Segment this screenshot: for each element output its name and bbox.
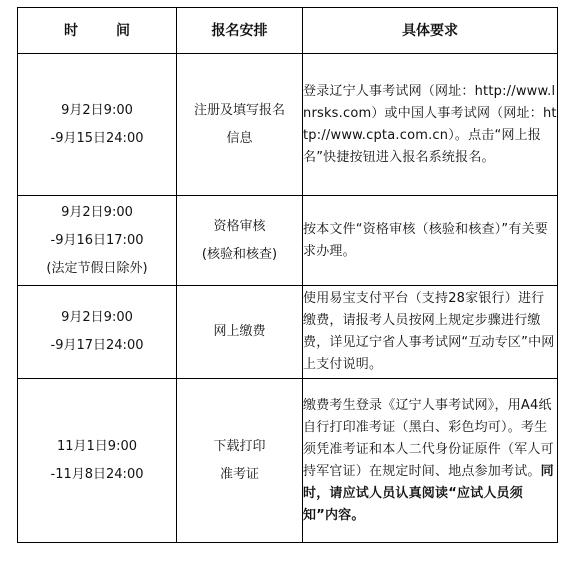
arrangement-line: 准考证 [219, 466, 259, 482]
arrangement-cell [177, 196, 303, 286]
time-cell [18, 379, 177, 543]
arrangement-line: 网上缴费 [213, 324, 266, 339]
header-requirements: 具体要求 [303, 8, 558, 54]
arrangement-line: (核验和核查) [201, 246, 278, 262]
table-header-row [18, 8, 558, 54]
arrangement-line: 下载打印 [213, 438, 266, 454]
requirement-cell: 使用易宝支付平台（支持28家银行）进行缴费，请报考人员按网上规定步骤进行缴费，详见辽宁省人事考试网“互动专区”中网上支付说明。 [303, 286, 558, 379]
arrangement-line: 信息 [226, 130, 253, 146]
header-time-char-1: 时 [64, 22, 78, 39]
arrangement-cell [177, 54, 303, 196]
time-line: -9月15日24:00 [50, 130, 144, 146]
header-arrangement: 报名安排 [177, 8, 303, 54]
time-cell [18, 286, 177, 379]
requirement-cell: 登录辽宁人事考试网（网址：http://www.lnrsks.com）或中国人事考试网（网址：http://www.cpta.com.cn）。点击“网上报名”快捷按钮进入报名系统报名。 [303, 54, 558, 196]
time-cell [18, 196, 177, 286]
arrangement-cell [177, 379, 303, 543]
exam-schedule-table [17, 7, 558, 543]
arrangement-cell [177, 286, 303, 379]
time-cell [18, 54, 177, 196]
table-row [18, 196, 558, 286]
time-line: 9月2日9:00 [61, 204, 133, 220]
requirement-cell: 按本文件“资格审核（核验和核查）”有关要求办理。 [303, 196, 558, 286]
table-row [18, 54, 558, 196]
header-time-char-2: 间 [116, 22, 130, 39]
arrangement-line: 注册及填写报名 [193, 102, 285, 118]
arrangement-line: 资格审核 [213, 218, 266, 234]
table-row [18, 379, 558, 543]
time-line: 9月2日9:00 [61, 102, 133, 118]
requirement-text: 缴费考生登录《辽宁人事考试网》，用A4纸自行打印准考证（黑白、彩色均可）。考生须凭准考证和本人二代身份证原件（军人可持军官证）在规定时间、地点参加考试。 [303, 397, 554, 479]
time-line: -9月17日24:00 [50, 338, 144, 353]
time-line: 9月2日9:00 [61, 310, 133, 325]
requirement-bold-notice: 同时，请应试人员认真阅读“应试人员须知”内容。 [303, 463, 554, 523]
table-row [18, 286, 558, 379]
time-line: -9月16日17:00 [50, 232, 144, 248]
time-line: 11月1日9:00 [56, 438, 137, 454]
time-line: (法定节假日除外) [46, 260, 148, 276]
requirement-cell [303, 379, 558, 543]
time-line: -11月8日24:00 [50, 466, 144, 482]
header-time [18, 8, 177, 54]
